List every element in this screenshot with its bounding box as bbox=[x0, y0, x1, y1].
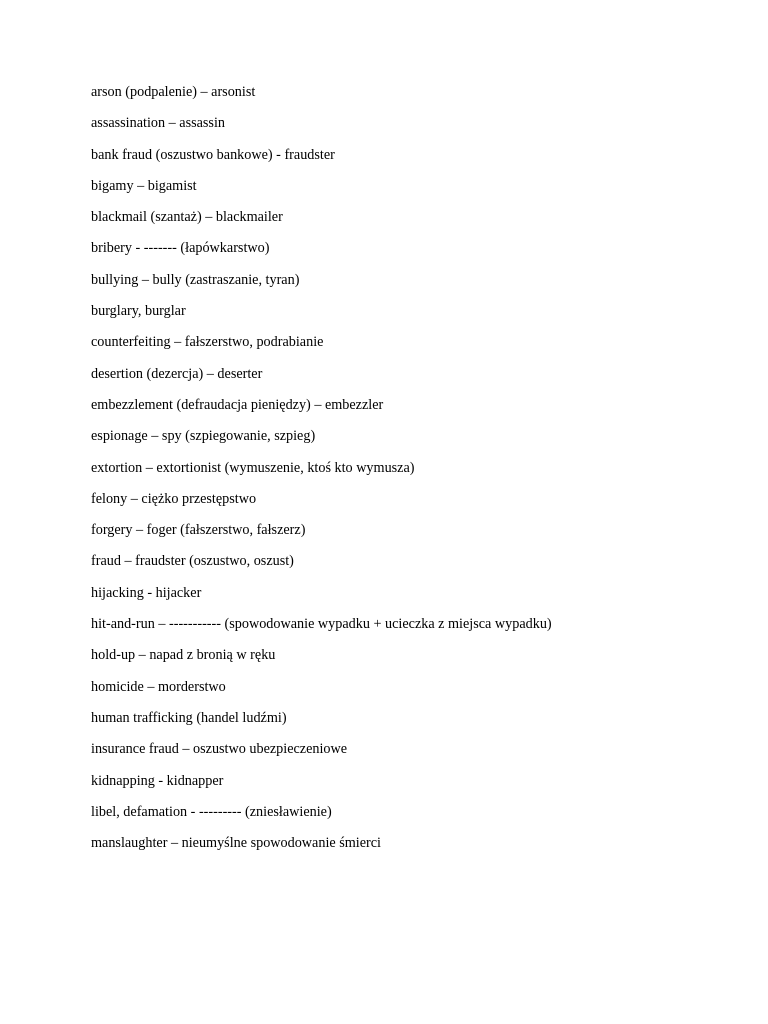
list-item: libel, defamation - --------- (zniesławienie) bbox=[91, 803, 332, 820]
list-item: bigamy – bigamist bbox=[91, 177, 197, 194]
list-item: insurance fraud – oszustwo ubezpieczeniowe bbox=[91, 741, 348, 758]
vocabulary-list bbox=[91, 82, 751, 864]
list-item: assassination – assassin bbox=[91, 115, 225, 132]
list-item: arson (podpalenie) – arsonist bbox=[91, 84, 256, 100]
list-item: manslaughter – nieumyślne spowodowanie śmierci bbox=[91, 835, 381, 852]
list-item: hold-up – napad z bronią w ręku bbox=[91, 647, 276, 664]
list-item: counterfeiting – fałszerstwo, podrabianie bbox=[91, 334, 324, 351]
list-item: hijacking - hijacker bbox=[91, 584, 202, 601]
list-item: kidnapping - kidnapper bbox=[91, 772, 224, 789]
list-item: embezzlement (defraudacja pieniędzy) – embezzler bbox=[91, 396, 384, 413]
list-item: forgery – foger (fałszerstwo, fałszerz) bbox=[91, 522, 306, 539]
list-item: bullying – bully (zastraszanie, tyran) bbox=[91, 271, 300, 288]
list-item: bank fraud (oszustwo bankowe) - fraudster bbox=[91, 146, 335, 163]
list-item: blackmail (szantaż) – blackmailer bbox=[91, 209, 283, 226]
list-item: felony – ciężko przestępstwo bbox=[91, 490, 257, 507]
list-item: homicide – morderstwo bbox=[91, 678, 226, 695]
list-item: burglary, burglar bbox=[91, 303, 186, 320]
list-item: bribery - ------- (łapówkarstwo) bbox=[91, 240, 270, 257]
list-item: desertion (dezercja) – deserter bbox=[91, 365, 263, 382]
list-item: fraud – fraudster (oszustwo, oszust) bbox=[91, 553, 294, 570]
list-item: human trafficking (handel ludźmi) bbox=[91, 709, 287, 726]
list-item: extortion – extortionist (wymuszenie, ktoś kto wymusza) bbox=[91, 459, 415, 476]
list-item: hit-and-run – ----------- (spowodowanie wypadku + ucieczka z miejsca wypadku) bbox=[91, 616, 552, 633]
list-item: espionage – spy (szpiegowanie, szpieg) bbox=[91, 428, 316, 445]
